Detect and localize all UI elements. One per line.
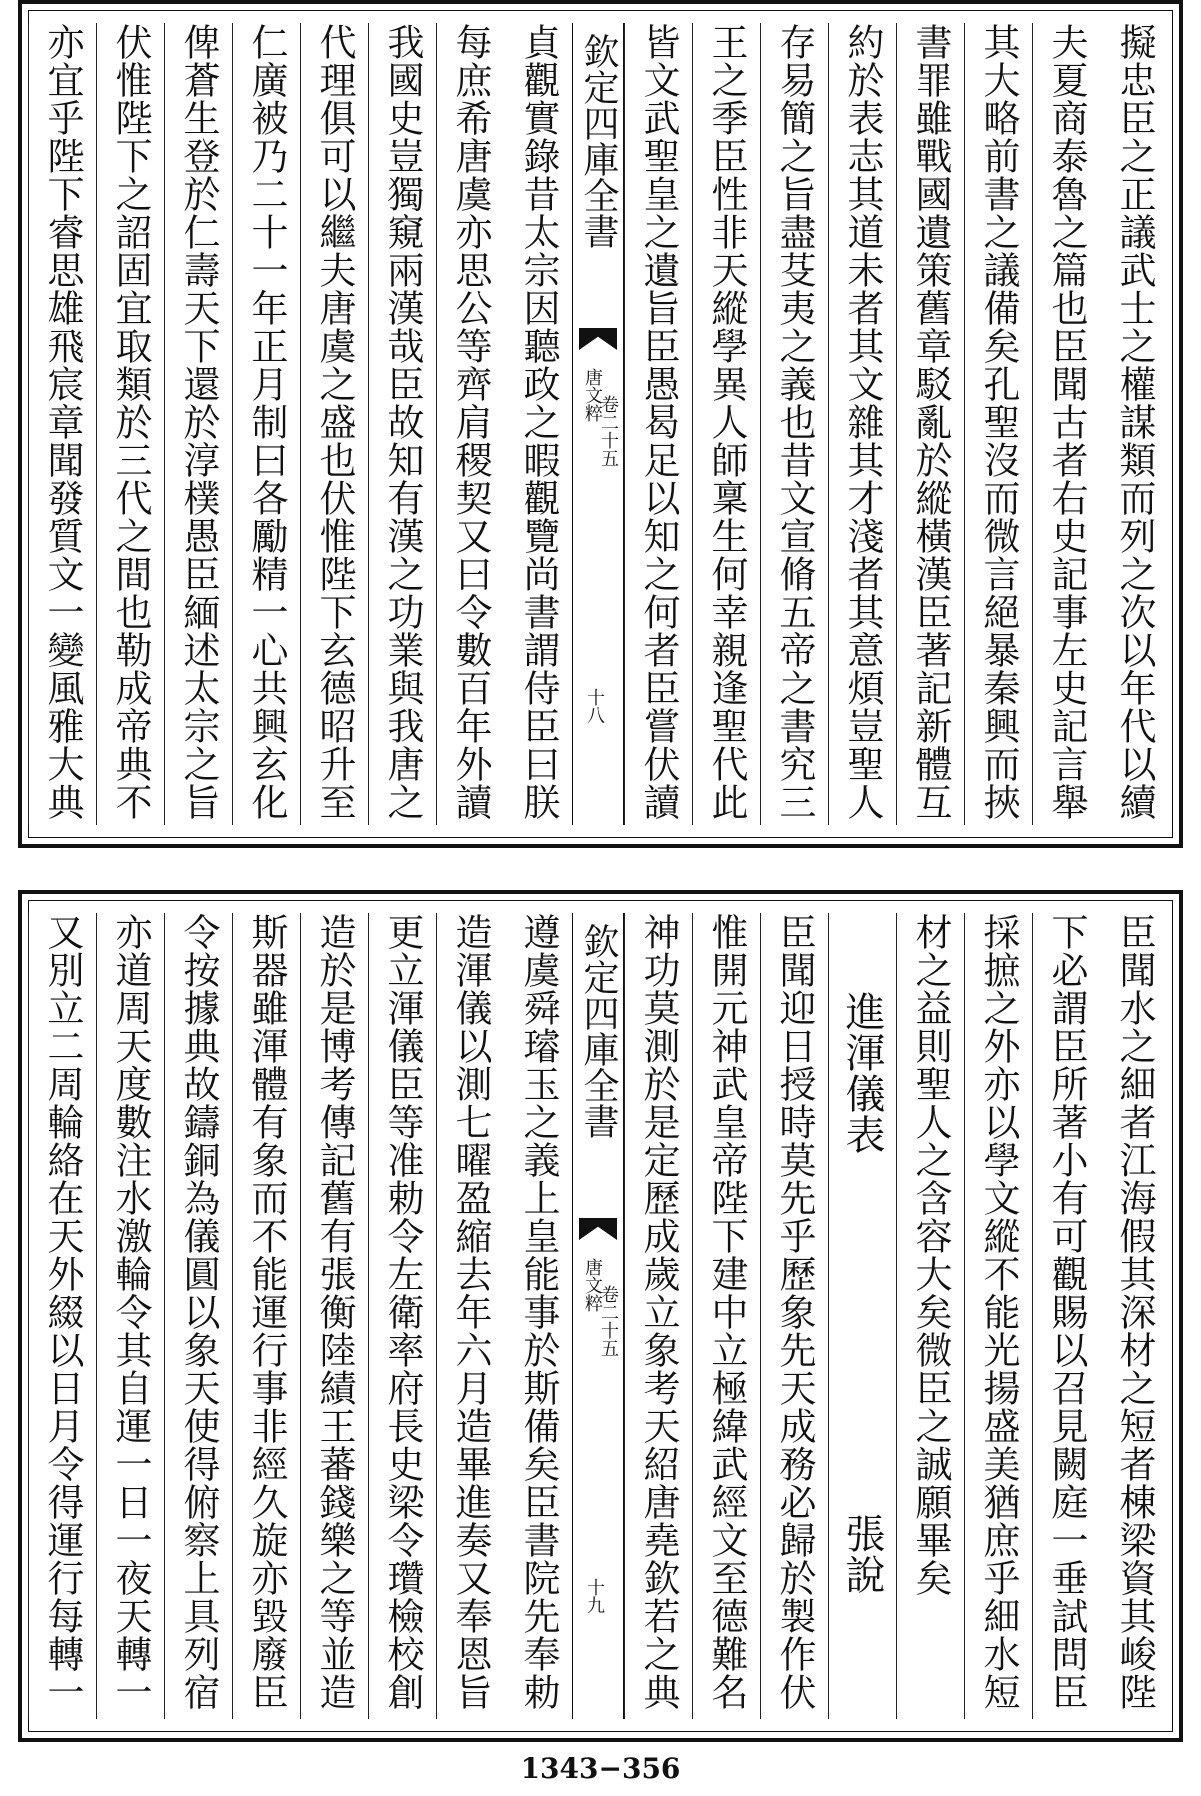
text-column-left-4: 造於是博考傳記舊有張衡陸績王蕃錢樂之等並造: [300, 913, 368, 1719]
banner-book-title: 唐文粹: [582, 1258, 603, 1312]
center-banner: [572, 913, 624, 1719]
text-column-right-3: 其大略前書之議備矣孔聖沒而微言絕暴秦興而挾: [964, 23, 1032, 825]
text-column-left-1: 遵虞舜璿玉之義上皇能事於斯備矣臣書院先奉勅: [517, 913, 560, 1711]
text-column-left-1: 貞觀實錄昔太宗因聽政之暇觀覽尚書謂侍臣曰朕: [517, 23, 560, 821]
banner-book-title: 唐文粹: [582, 368, 603, 422]
text-column-left-8: 又別立二周輪絡在天外綴以日月令得運行每轉一: [28, 913, 96, 1719]
text-column-right-8: 皆文武聖皇之遺旨臣愚曷足以知之何者臣嘗伏讀: [624, 23, 692, 825]
fishtail-mark-icon: [579, 1218, 617, 1240]
text-column-left-5: 仁廣被乃二十一年正月制曰各勵精一心共興玄化: [232, 23, 300, 825]
banner-page-number: 十九: [584, 1578, 605, 1614]
text-column-right-6: 存易簡之旨盡芟夷之義也昔文宣脩五帝之書究三: [760, 23, 828, 825]
text-column-right-5: 約於表志其道未者其文雜其才淺者其意煩豈聖人: [828, 23, 896, 825]
banner-page-number: 十八: [584, 688, 605, 724]
text-column-left-8: 亦宜乎陛下睿思雄飛宸章聞發質文一變風雅大典: [28, 23, 96, 825]
text-column-left-6: 俾蒼生登於仁壽天下還於淳樸愚臣緬述太宗之旨: [164, 23, 232, 825]
author-name: 張說: [839, 1513, 885, 1595]
text-column-right-2: 下必謂臣所著小有可觀賜以召見闕庭一垂試問臣: [1032, 913, 1100, 1719]
banner-title: 欽定四庫全書: [578, 33, 619, 249]
top-page-frame: [28, 10, 1173, 838]
text-column-left-5: 斯器雖渾體有象而不能運行事非經久旋亦毀廢臣: [232, 913, 300, 1719]
text-column-right-4: 材之益則聖人之含容大矣微臣之誠願畢矣: [896, 913, 964, 1719]
text-column-right-2: 夫夏商泰魯之篇也臣聞古者右史記事左史記言舉: [1032, 23, 1100, 825]
text-column-left-3: 我國史豈獨窺兩漢哉臣故知有漢之功業與我唐之: [368, 23, 436, 825]
text-column-right-7: 惟開元神武皇帝陛下建中立極緯武經文至德難名: [692, 913, 760, 1719]
fishtail-mark-icon: [579, 328, 617, 350]
text-column-left-7: 亦道周天度數注水激輪令其自運一日一夜天轉一: [96, 913, 164, 1719]
text-column-left-2: 每庶希唐虞亦思公等齊肩稷契又曰令數百年外讀: [436, 23, 504, 825]
text-column-right-5: 進渾儀表: [828, 913, 896, 1719]
text-column-right-4: 書罪雖戰國遺策舊章駁亂於縱橫漢臣著記新體互: [896, 23, 964, 825]
banner-volume: 卷二十五: [598, 1285, 619, 1357]
text-column-right-7: 王之季臣性非天縱學異人師稟生何幸親逢聖代此: [692, 23, 760, 825]
text-column-right-1: 擬忠臣之正議武士之權謀類而列之次以年代以續: [1113, 23, 1156, 821]
top-page-columns: [29, 23, 1172, 825]
top-page: [18, 0, 1183, 848]
page-footer-number: 1343−356: [520, 1752, 681, 1785]
text-column-left-6: 令按據典故鑄銅為儀圓以象天使得俯察上具列宿: [164, 913, 232, 1719]
text-column-right-1: 臣聞水之細者江海假其深材之短者棟梁資其峻陛: [1113, 913, 1156, 1711]
center-banner: [572, 23, 624, 825]
text-column-right-8: 神功莫測於是定歷成歲立象考天紹唐堯欽若之典: [624, 913, 692, 1719]
text-column-left-4: 代理俱可以繼夫唐虞之盛也伏惟陛下玄德昭升至: [300, 23, 368, 825]
text-column-left-2: 造渾儀以測七曜盈縮去年六月造畢進奏又奉恩旨: [436, 913, 504, 1719]
banner-volume: 卷二十五: [598, 395, 619, 467]
bottom-page-frame: [28, 900, 1173, 1732]
bottom-page: [18, 890, 1183, 1742]
bottom-page-columns: [29, 913, 1172, 1719]
banner-title: 欽定四庫全書: [578, 923, 619, 1139]
text-column-left-7: 伏惟陛下之詔固宜取類於三代之間也勒成帝典不: [96, 23, 164, 825]
text-column-right-3: 採摭之外亦以學文縱不能光揚盛美猶庶乎細水短: [964, 913, 1032, 1719]
text-column-right-6: 臣聞迎日授時莫先乎歷象先天成務必歸於製作伏: [760, 913, 828, 1719]
text-column-left-3: 更立渾儀臣等准勅令左衛率府長史梁令瓚檢校創: [368, 913, 436, 1719]
